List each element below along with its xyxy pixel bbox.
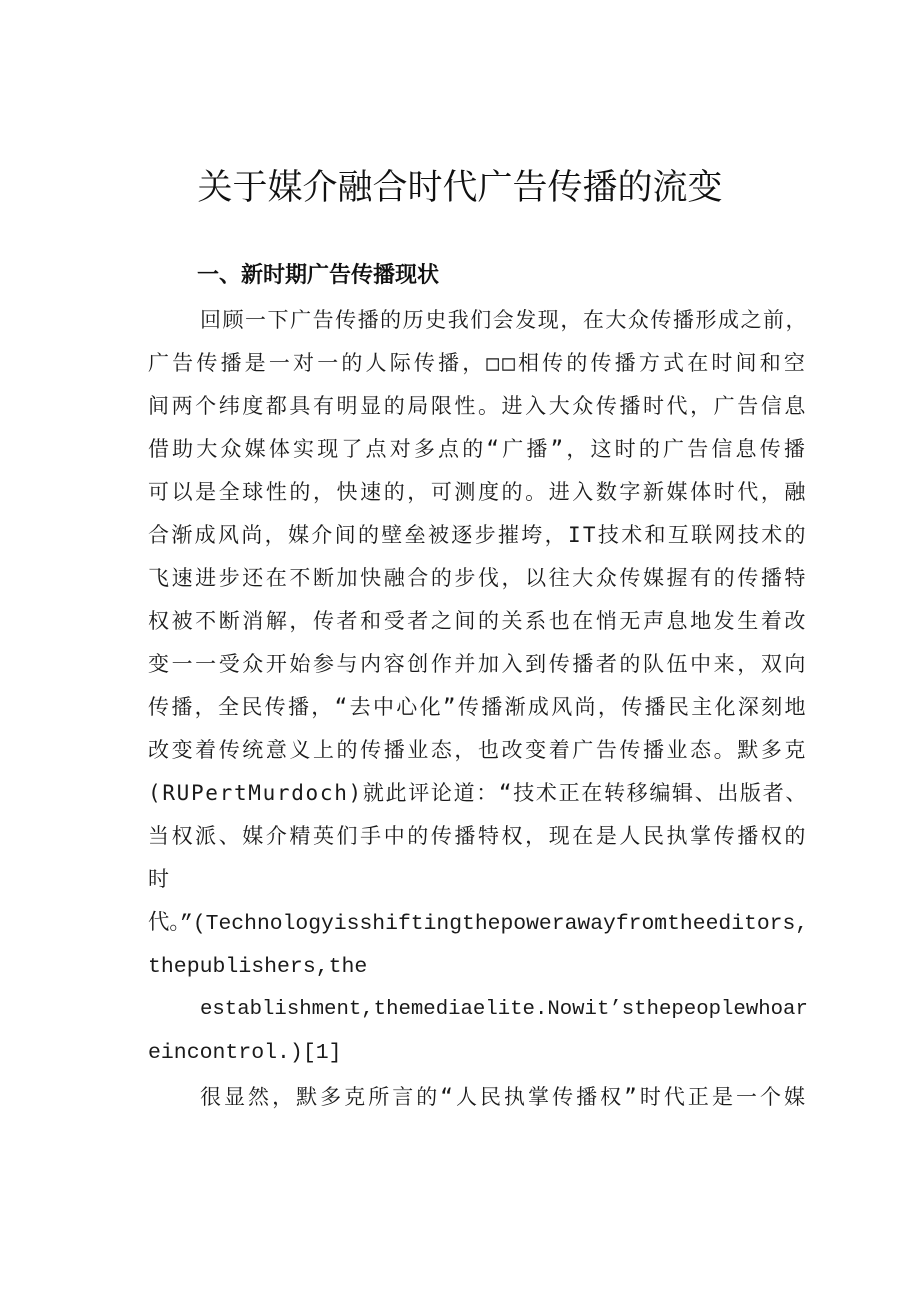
paragraph-line: (RUPertMurdoch)就此评论道：“技术正在转移编辑、出版者、 <box>148 781 809 805</box>
paragraph-line: thepublishers,the <box>148 955 368 979</box>
paragraph-line: 变一一受众开始参与内容创作并加入到传播者的队伍中来，双向 <box>148 652 808 676</box>
paragraph-line: 很显然，默多克所言的“人民执掌传播权”时代正是一个媒 <box>200 1085 809 1109</box>
paragraph-line: 广告传播是一对一的人际传播，□□相传的传播方式在时间和空 <box>148 351 809 375</box>
paragraph-line: eincontrol.)[1] <box>148 1041 342 1065</box>
paragraph-line: 合渐成风尚，媒介间的壁垒被逐步摧垮，IT技术和互联网技术的 <box>148 523 808 547</box>
paragraph-line: 权被不断消解，传者和受者之间的关系也在悄无声息地发生着改 <box>148 609 808 633</box>
section-heading: 一、新时期广告传播现状 <box>197 263 440 288</box>
paragraph-line: 当权派、媒介精英们手中的传播特权，现在是人民执掌传播权的 <box>148 824 808 848</box>
paragraph-line: 回顾一下广告传播的历史我们会发现，在大众传播形成之前， <box>200 308 809 332</box>
paragraph-line: 可以是全球性的，快速的，可测度的。进入数字新媒体时代，融 <box>148 480 808 504</box>
document-title: 关于媒介融合时代广告传播的流变 <box>197 168 723 208</box>
paragraph-line: 传播，全民传播，“去中心化”传播渐成风尚，传播民主化深刻地 <box>148 695 808 719</box>
paragraph-line: 时 <box>148 867 169 891</box>
paragraph-line: establishment,themediaelite.Nowit’sthepeoplewhoar <box>200 998 808 1021</box>
paragraph-line: 改变着传统意义上的传播业态，也改变着广告传播业态。默多克 <box>148 738 808 762</box>
paragraph-line: 飞速进步还在不断加快融合的步伐，以往大众传媒握有的传播特 <box>148 566 808 590</box>
paragraph-line: 间两个纬度都具有明显的局限性。进入大众传播时代，广告信息 <box>148 394 808 418</box>
paragraph-line: 借助大众媒体实现了点对多点的“广播”，这时的广告信息传播 <box>148 437 809 461</box>
paragraph-line: 代。”(Technologyisshiftingthepowerawayfromtheeditors, <box>148 912 809 936</box>
